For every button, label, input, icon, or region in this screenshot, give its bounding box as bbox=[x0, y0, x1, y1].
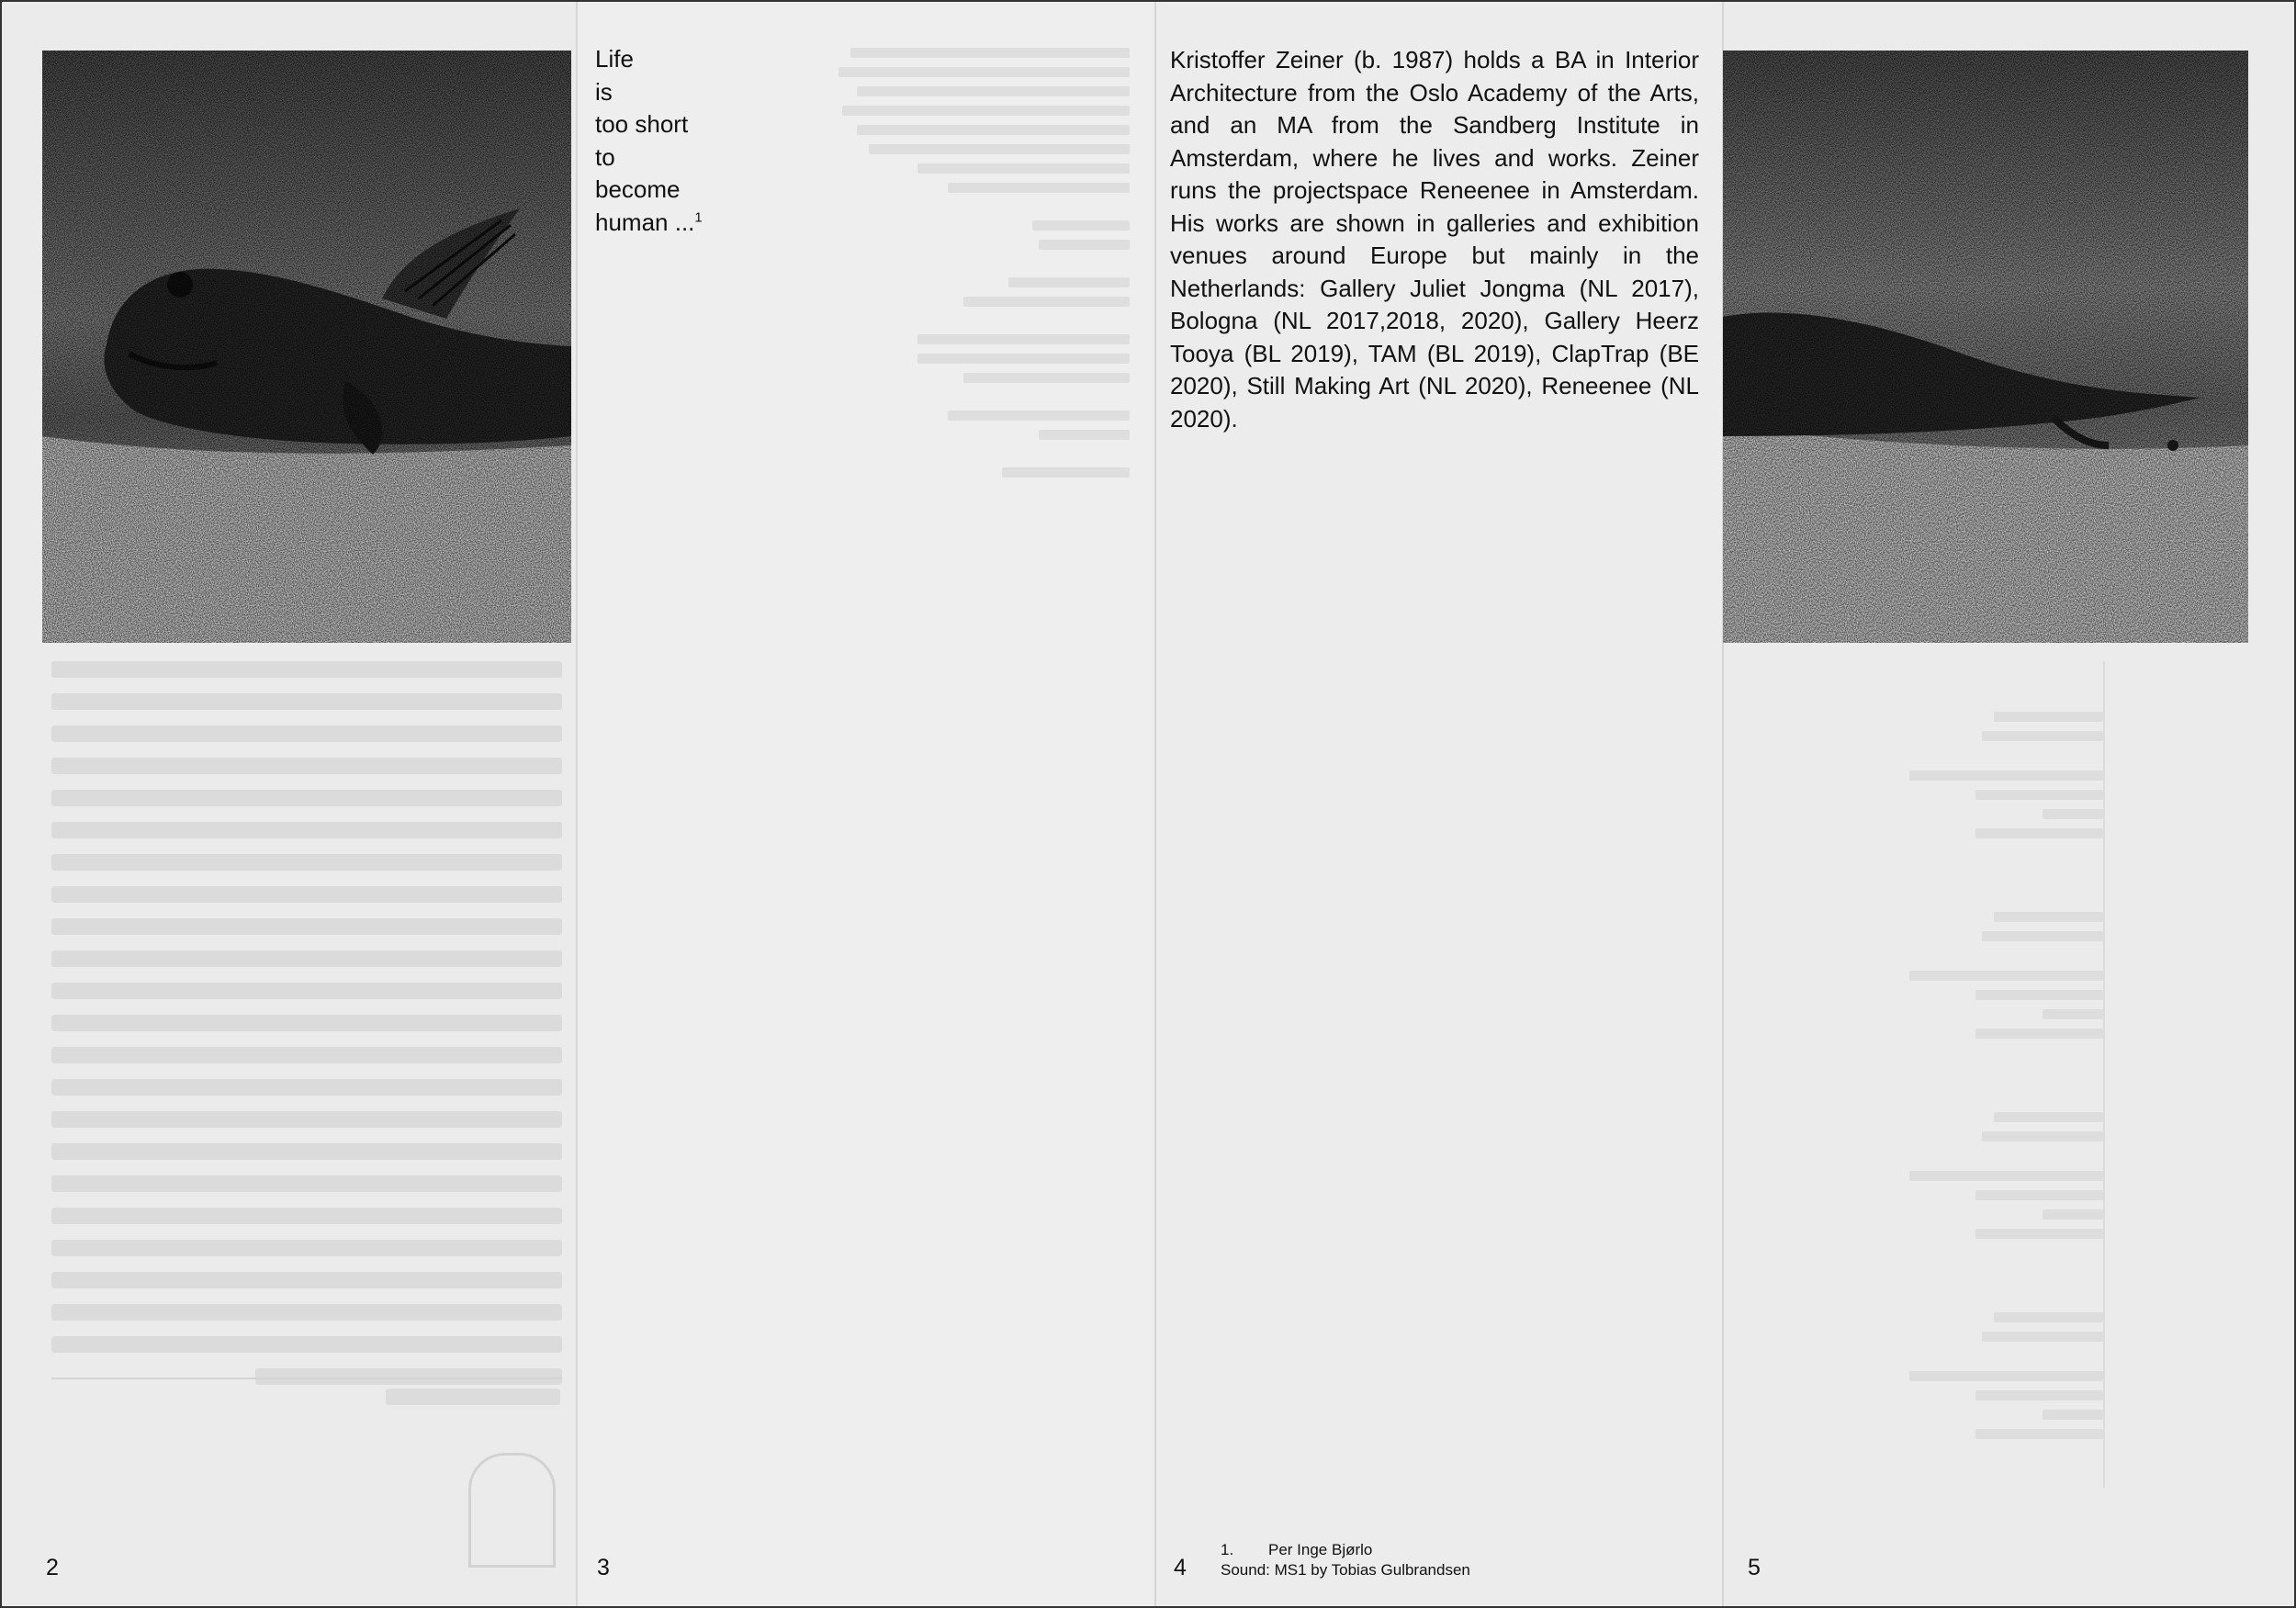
show-through-text-block bbox=[1800, 712, 2103, 1448]
poem bbox=[595, 43, 797, 239]
show-through-text-block bbox=[51, 661, 562, 1400]
show-through-table-lines bbox=[2103, 661, 2243, 1488]
show-through-rule bbox=[51, 1377, 562, 1379]
show-through-text-block bbox=[386, 1389, 560, 1421]
show-through-text-block bbox=[827, 48, 1130, 487]
poem-line: too short bbox=[595, 110, 689, 138]
sound-credit: Sound: MS1 by Tobias Gulbrandsen bbox=[1221, 1561, 1470, 1579]
poem-line: become bbox=[595, 175, 681, 203]
poem-line: to bbox=[595, 142, 615, 171]
poem-line-last bbox=[595, 207, 797, 240]
page-number: 3 bbox=[597, 1555, 610, 1580]
fish-photo-left bbox=[42, 51, 571, 643]
footnote-author: Per Inge Bjørlo bbox=[1268, 1541, 1373, 1558]
footnote-marker: 1 bbox=[694, 208, 703, 225]
fold-line bbox=[576, 0, 578, 1608]
fish-photo-right bbox=[1723, 51, 2248, 643]
fold-line bbox=[1154, 0, 1156, 1608]
page-number: 4 bbox=[1174, 1555, 1187, 1580]
poem-line: human ... bbox=[595, 208, 695, 236]
poem-line: is bbox=[595, 77, 613, 106]
footnote-number: 1. bbox=[1221, 1541, 1234, 1558]
show-through-logo bbox=[468, 1453, 556, 1568]
footnote bbox=[1221, 1540, 1470, 1580]
page-number: 2 bbox=[46, 1555, 59, 1580]
page-number: 5 bbox=[1748, 1555, 1761, 1580]
artist-bio: Kristoffer Zeiner (b. 1987) holds a BA in Interior Architecture from the Oslo Academy of the Arts, and an MA from the Sandberg Institute in Amsterdam, where he lives and works. Zeiner runs the projectspace Reneenee in Amsterdam. His works are shown in galleries and exhibition venues around Europe but mainly in the Netherlands: Gallery Juliet Jongma (NL 2017), Bologna (NL 2017,2018, 2020), Gallery Heerz Tooya (BL 2019), TAM (BL 2019), ClapTrap (BE 2020), Still Making Art (NL 2020), Reneenee (NL 2020). bbox=[1170, 46, 1699, 433]
poem-line: Life bbox=[595, 45, 634, 73]
